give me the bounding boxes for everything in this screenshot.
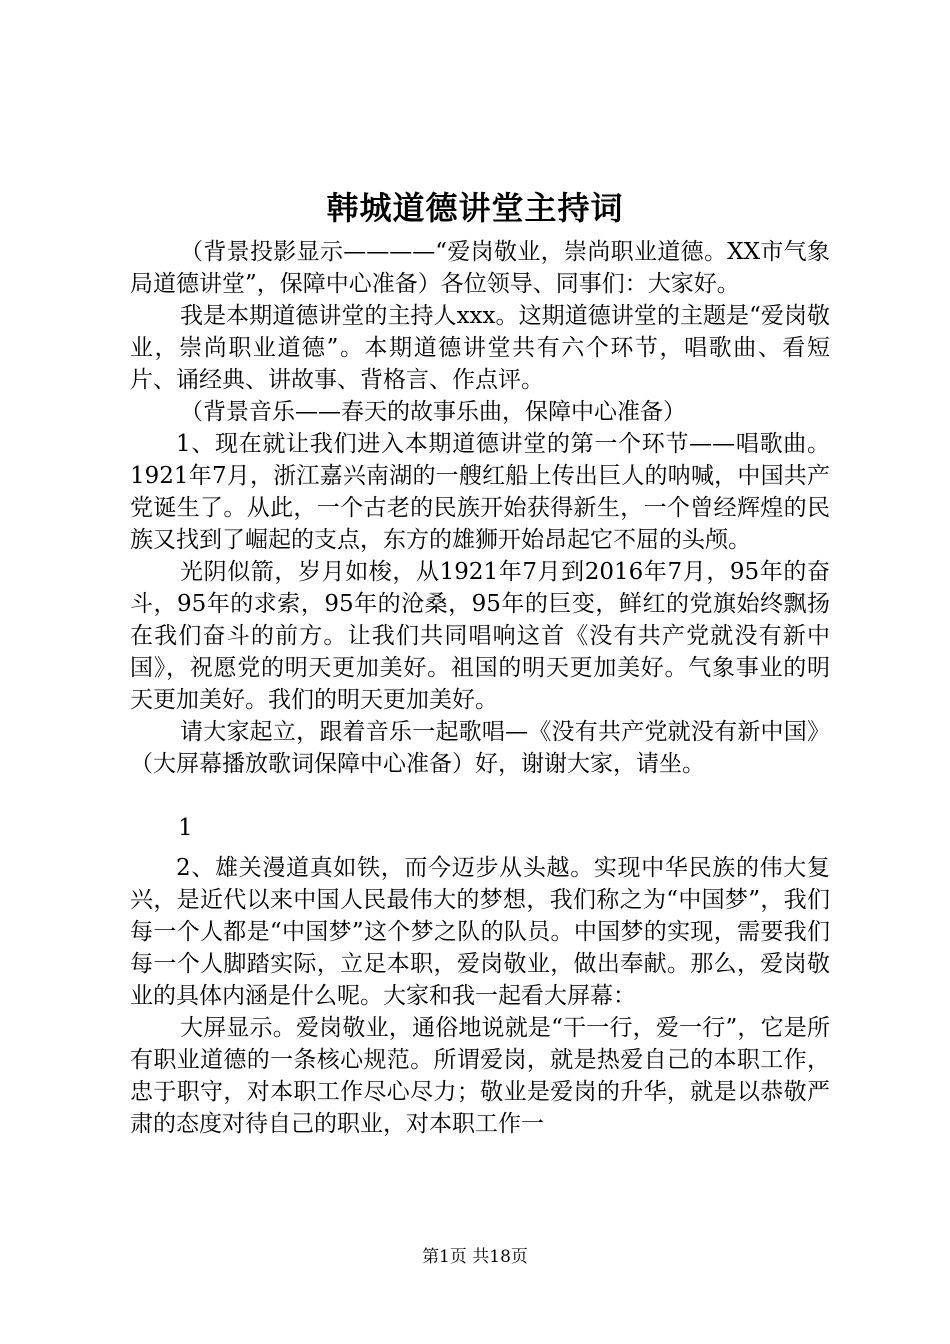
paragraph-intro: （背景投影显示————“爱岗敬业，崇尚职业道德。XX市气象局道德讲堂”，保障中心准备）各位领导、同事们：大家好。 [130,239,830,297]
paragraph-section-1: 1、现在就让我们进入本期道德讲堂的第一个环节——唱歌曲。1921年7月，浙江嘉兴南湖的一艘红船上传出巨人的呐喊，中国共产党诞生了。从此，一个古老的民族开始获得新生，一个曾经辉煌的民族又找到了崛起的支点，东方的雄狮开始昂起它不屈的头颅。 [130,431,830,553]
document-title: 韩城道德讲堂主持词 [326,189,624,227]
inline-page-number: 1 [178,815,193,841]
paragraph-big-screen: 大屏显示。爱岗敬业，通俗地说就是“干一行，爱一行”，它是所有职业道德的一条核心规范。所谓爱岗，就是热爱自己的本职工作，忠于职守，对本职工作尽心尽力；敬业是爱岗的升华，就是以恭敬严肃的态度对待自己的职业，对本职工作一 [130,1015,830,1137]
page-footer: 第1页 共18页 [422,1247,528,1267]
paragraph-host: 我是本期道德讲堂的主持人xxx。这期道德讲堂的主题是“爱岗敬业，崇尚职业道德”。本期道德讲堂共有六个环节，唱歌曲、看短片、诵经典、讲故事、背格言、作点评。 [130,303,830,393]
paragraph-section-2: 2、雄关漫道真如铁，而今迈步从头越。实现中华民族的伟大复兴，是近代以来中国人民最伟大的梦想，我们称之为“中国梦”，我们每一个人都是“中国梦”这个梦之队的队员。中国梦的实现，需要我们每一个人脚踏实际，立足本职，爱岗敬业，做出奉献。那么，爱岗敬业的具体内涵是什么呢。大家和我一起看大屏幕： [130,855,830,1009]
paragraph-time-passes: 光阴似箭，岁月如梭，从1921年7月到2016年7月，95年的奋斗，95年的求索，95年的沧桑，95年的巨变，鲜红的党旗始终飘扬在我们奋斗的前方。让我们共同唱响这首《没有共产党就没有新中国》，祝愿党的明天更加美好。祖国的明天更加美好。气象事业的明天更加美好。我们的明天更加美好。 [130,559,830,713]
paragraph-background-music: （背景音乐——春天的故事乐曲，保障中心准备） [180,399,686,425]
paragraph-sing-along: 请大家起立，跟着音乐一起歌唱—《没有共产党就没有新中国》（大屏幕播放歌词保障中心准备）好，谢谢大家，请坐。 [130,719,830,777]
document-body [130,236,830,1140]
